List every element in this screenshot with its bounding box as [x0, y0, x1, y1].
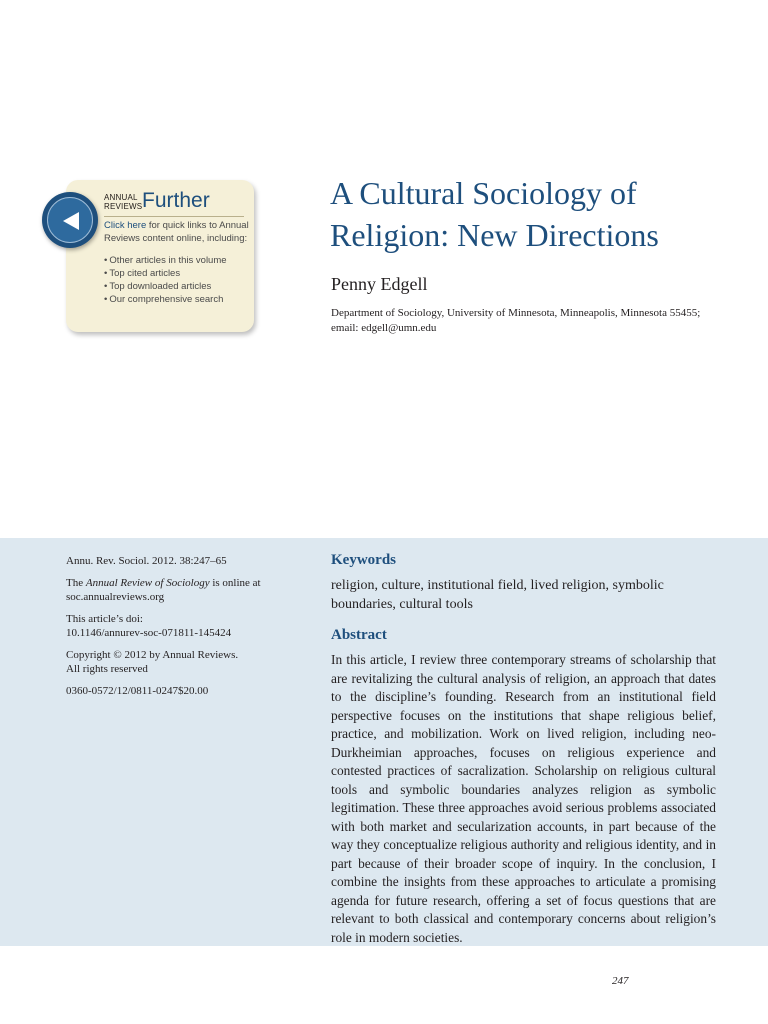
further-title: Further: [142, 189, 210, 212]
author-affiliation: [331, 306, 731, 335]
keywords-heading: Keywords: [331, 552, 396, 568]
citation: Annu. Rev. Sociol. 2012. 38:247–65: [66, 555, 227, 567]
further-divider: [104, 216, 244, 217]
rights-line: All rights reserved: [66, 663, 148, 675]
further-body-text: for quick links to Annual Reviews content online, including:: [104, 220, 249, 244]
online-url[interactable]: soc.annualreviews.org: [66, 591, 165, 603]
doi-label: This article’s doi:: [66, 613, 143, 625]
annual-reviews-logo: [104, 193, 142, 211]
doi-block: [66, 612, 276, 640]
issn-price: 0360-0572/12/0811-0247$20.00: [66, 685, 209, 697]
journal-name: Annual Review of Sociology: [85, 577, 210, 589]
further-body: [104, 220, 250, 306]
further-box[interactable]: [66, 180, 254, 332]
article-metadata: [66, 554, 276, 706]
page-number: 247: [612, 975, 629, 987]
doi-value[interactable]: 10.1146/annurev-soc-071811-145424: [66, 627, 232, 639]
further-list-item: • Top cited articles: [104, 267, 250, 280]
click-here-link[interactable]: Click here: [104, 220, 147, 231]
online-prefix: The: [66, 577, 86, 589]
affiliation-line1: Department of Sociology, University of Minnesota, Minneapolis, Minnesota 55455;: [331, 307, 701, 319]
affiliation-email: email: edgell@umn.edu: [331, 321, 437, 334]
further-list: [104, 254, 250, 306]
back-arrow-icon: [47, 197, 93, 243]
copyright-line: Copyright © 2012 by Annual Reviews.: [66, 649, 239, 661]
further-back-arrow-button[interactable]: [42, 192, 98, 248]
author-name: Penny Edgell: [331, 274, 428, 294]
article-title: [330, 172, 750, 256]
left-triangle-icon: [59, 209, 83, 233]
keywords-text: religion, culture, institutional field, lived religion, symbolic boundaries, cultural tools: [331, 578, 664, 612]
further-list-item: • Our comprehensive search: [104, 293, 250, 306]
online-availability: [66, 576, 276, 604]
article-title-line1: A Cultural Sociology of: [330, 175, 637, 211]
article-title-line2: Religion: New Directions: [330, 217, 659, 253]
further-list-item: • Other articles in this volume: [104, 254, 250, 267]
abstract-heading: Abstract: [331, 627, 387, 643]
logo-line-reviews: REVIEWS: [104, 202, 143, 211]
online-suffix: is online at: [209, 577, 261, 589]
further-list-item: • Top downloaded articles: [104, 280, 250, 293]
logo-line-annual: ANNUAL: [104, 193, 138, 202]
abstract-text: In this article, I review three contemporary streams of scholarship that are revitalizing the cultural analysis of religion, an approach that dates to the discipline’s founding. Research from an institutional field perspective focuses on the institutions that shape religious belief, practice, and mobilization. Work on lived religion, including neo-Durkheimian approaches, focuses on religious experience and contested practices of sacralization. Scholarship on religious cultural tools and symbolic boundaries analyzes religion as symbolic legitimation. These three approaches avoid serious problems associated with both market and secularization accounts, in part because of the way they conceptualize religious authority and religious identity, and in part because of their broader scope of inquiry. In the conclusion, I combine the insights from these approaches to articulate a promising agenda for future research, offering a set of focus questions that are relevant to both classical and contemporary concerns about religion’s role in modern societies.: [331, 652, 716, 945]
copyright-block: [66, 648, 276, 676]
